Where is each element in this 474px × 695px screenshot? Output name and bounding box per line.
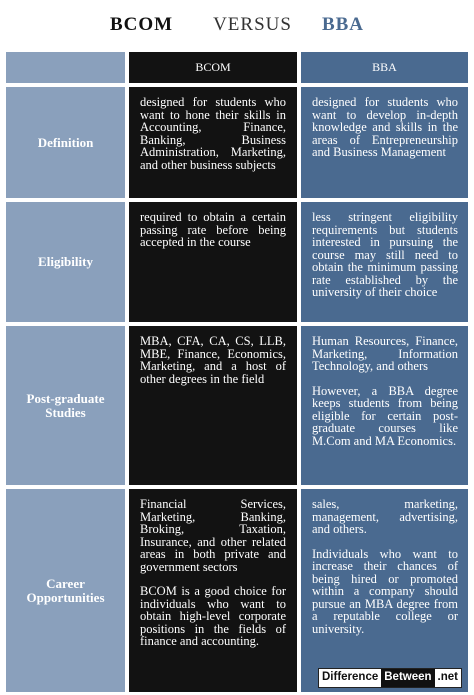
bba-eligibility-cell <box>299 200 470 324</box>
bba-postgrad-text-1: Human Resources, Finance, Marketing, Information Technology, and others <box>312 334 458 373</box>
bba-career-text-1: sales, marketing, management, advertising, and others. <box>312 497 458 536</box>
title-versus: VERSUS <box>213 14 292 35</box>
column-header-bcom: BCOM <box>127 50 299 85</box>
title-bba: BBA <box>321 14 365 35</box>
bba-career-cell <box>299 487 470 694</box>
row-label-definition: Definition <box>4 85 127 200</box>
bba-definition-cell <box>299 85 470 200</box>
title-bcom: BCOM <box>109 14 174 35</box>
bba-postgrad-cell <box>299 324 470 487</box>
bcom-career-cell <box>127 487 299 694</box>
row-label-eligibility: Eligibility <box>4 200 127 324</box>
watermark-part-1: Difference <box>319 669 381 687</box>
comparison-table <box>4 50 470 695</box>
bcom-career-text-2: BCOM is a good choice for individuals who want to obtain high-level corporate positions in the fields of finance and accounting. <box>140 584 286 648</box>
watermark-part-2: Between <box>381 669 434 687</box>
page-title <box>0 0 474 50</box>
bcom-definition-text: designed for students who want to hone their skills in Accounting, Finance, Banking, Business Administration, Marketing, and other business subjects <box>140 95 286 172</box>
bcom-career-text-1: Financial Services, Marketing, Banking, Broking, Taxation, Insurance, and other related areas in both private and government sectors <box>140 497 286 574</box>
bcom-eligibility-cell <box>127 200 299 324</box>
bcom-definition-cell <box>127 85 299 200</box>
bba-definition-text: designed for students who want to develop in-depth knowledge and skills in the areas of Entrepreneurship and Business Management <box>312 95 458 159</box>
row-label-career: Career Opportunities <box>4 487 127 694</box>
bba-career-text-2: Individuals who want to increase their chances of being hired or promoted within a company should pursue an MBA degree from a reputable college or university. <box>312 546 458 636</box>
bba-postgrad-text-2: However, a BBA degree keeps students from being eligible for certain post-graduate courses like M.Com and MA Economics. <box>312 383 458 448</box>
row-label-post-graduate: Post-graduate Studies <box>4 324 127 487</box>
watermark-logo <box>318 668 462 688</box>
bcom-postgrad-cell <box>127 324 299 487</box>
bba-eligibility-text: less stringent eligibility requirements but students interested in pursuing the course may still need to obtain the minimum passing rate established by the university of their choice <box>312 210 458 299</box>
watermark-part-3: .net <box>435 669 461 687</box>
bcom-postgrad-text: MBA, CFA, CA, CS, LLB, MBE, Finance, Economics, Marketing, and a host of other degrees in the field <box>140 334 286 386</box>
bcom-eligibility-text: required to obtain a certain passing rate before being accepted in the course <box>140 210 286 249</box>
column-header-bba: BBA <box>299 50 470 85</box>
header-blank-cell <box>4 50 127 85</box>
